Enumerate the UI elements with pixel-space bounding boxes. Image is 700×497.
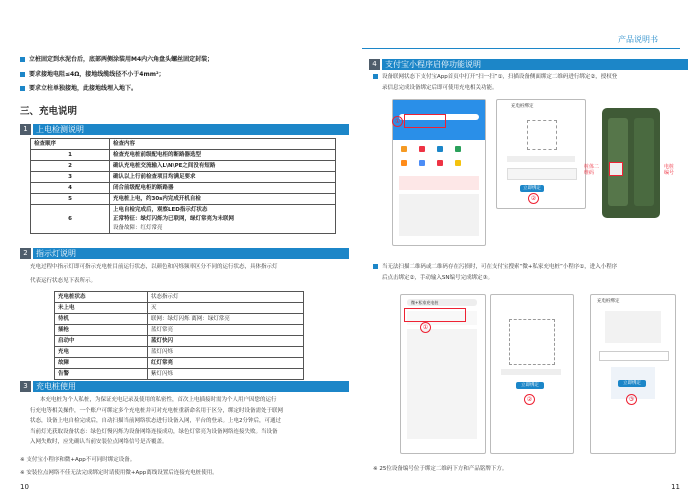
page-number-left: 10: [20, 483, 29, 491]
table-row: 充电 蓝灯闪烁: [55, 347, 304, 358]
table-row: 1 检查充电桩前级配电柜的断路器选型: [31, 150, 336, 161]
table-row: 未上电 灭: [55, 303, 304, 314]
indicator-text: 充电过程中指示灯即可指示充电桩目前运行状态，以颜色和闪烁频率区分不同的运行状态，具体指示灯 代表运行状态见下表所示。: [30, 264, 278, 284]
table-row: 启动中 蓝灯快闪: [55, 336, 304, 347]
bind-button[interactable]: 立即绑定: [520, 185, 544, 192]
table-row: 待机 联网：绿灯闪烁 离网：绿灯常亮: [55, 314, 304, 325]
bullet-3: 要求立柱单独接地，此接地线埋入地下。: [20, 85, 137, 93]
bind-title: 充电桩绑定: [511, 104, 534, 109]
header-rule: [362, 48, 680, 49]
phone-sn-input: [590, 294, 676, 454]
search-highlight: [404, 308, 466, 322]
bind-button-2[interactable]: 立即绑定: [516, 382, 544, 389]
table-row: 故障 红灯常亮: [55, 358, 304, 369]
table-row: 告警 紫灯闪烁: [55, 369, 304, 380]
bullet-1: 立桩固定到水泥台后，底部两侧涂装用M4内六角盘头螺丝固定封装；: [20, 56, 213, 64]
right-note: ※ 25位设备编号位于绑定二维码下方和产品铭牌下方。: [373, 466, 508, 472]
note-2: ※ 安装位点网络不佳无法完成绑定时请使用微+App离线设置后连接充电桩使用。: [20, 470, 218, 476]
table-row: 插枪 蓝灯常亮: [55, 325, 304, 336]
qr-label: 桩体二维码: [584, 164, 600, 176]
search-text: 微+私家充电桩: [411, 300, 439, 305]
sn-label: 电桩编号: [664, 164, 675, 176]
col-header: 检查顺序: [31, 139, 110, 150]
scan-highlight: [404, 114, 446, 128]
table-row: 3 确认以上行前检查项目均满足要求: [31, 172, 336, 183]
section-1-title: 上电检测说明: [33, 124, 349, 135]
bullet-2: 要求接地电阻≤4Ω，接地线缆线径不小于4mm²；: [20, 71, 165, 79]
step-2b-marker: ②: [524, 394, 535, 405]
usage-text: 本充电桩为个人私桩，为保证充电记录及使用的私密性，首次上电插接时需为个人用户因您的运行 行充电等相关操作，一个账户可绑定多个充电桩并可对充电桩重新命名用于区分，绑定时设备需处于联网 状态，设备上电自检完成后，自动扫描当前网络状态进行设备入网，平台的登录。上电2分钟后，可通过 当前灯光获取设备状态：绿色灯慢闪烁为设备网络连接成功，绿色灯常亮为设备网络连接失败。当设备 入网失败时，应先确认当前安装位点网络信号是否覆盖。: [30, 397, 284, 445]
step-3-marker: ③: [626, 394, 637, 405]
step-2-marker: ②: [528, 193, 539, 204]
phone-bind-2: [490, 294, 574, 454]
table-row: 2 确认充电桩交流输入L\N\PE之间没有短路: [31, 161, 336, 172]
section-3-number: 3: [20, 381, 31, 392]
table-row: 4 闭合前级配电柜的断路器: [31, 183, 336, 194]
section-2-number: 2: [20, 248, 31, 259]
table-row: 6 上电自检完成后，观察LED指示灯状态 正常特征：绿灯闪烁为已联网，绿灯常亮为未联网 设备故障：红灯常亮: [31, 205, 336, 234]
step-1-marker: ①: [392, 116, 403, 127]
indicator-table: 充电桩状态 状态指示灯 未上电 灭 待机 联网：绿灯闪烁 离网：绿灯常亮 插枪 蓝灯常亮 启动中 蓝灯快闪 充电 蓝灯闪烁 故障 红灯常亮 告警 紫灯闪烁: [54, 291, 304, 380]
section-4-title: 支付宝小程序启停功能说明: [382, 59, 688, 70]
bind-title-2: 充电桩绑定: [597, 299, 620, 304]
header-title: 产品说明书: [618, 35, 658, 44]
alipay-p1: 设备联网状态下支付宝App首页中打开“扫一扫”①，扫描设备侧面绑定二维码进行绑定②，授权登 录信息完成设备绑定后即可使用充电相关功能。: [373, 72, 688, 94]
charger-qr: [609, 162, 623, 176]
note-1: ※ 支付宝小程序和微+App不可同时绑定设备。: [20, 457, 136, 463]
bind-button-3[interactable]: 立即绑定: [618, 380, 646, 387]
step-1b-marker: ①: [420, 322, 431, 333]
alipay-p2: 当无法扫描二维码或二维码存在污损时，可在支付宝搜索“微+私家充电桩”小程序①，进入小程序 后点击绑定②，手动输入SN编号完成绑定③。: [373, 262, 688, 284]
section-title: 三、充电说明: [20, 106, 78, 117]
page-number-right: 11: [671, 483, 680, 491]
table-row: 5 充电桩上电，约30s内完成开机自检: [31, 194, 336, 205]
section-1-number: 1: [20, 124, 31, 135]
check-table: [30, 138, 336, 234]
col-header: 检查内容: [110, 139, 336, 150]
phone-bind: [496, 99, 586, 209]
section-2-title: 指示灯说明: [33, 248, 349, 259]
section-3-title: 充电桩使用: [33, 381, 349, 392]
section-4-number: 4: [369, 59, 380, 70]
